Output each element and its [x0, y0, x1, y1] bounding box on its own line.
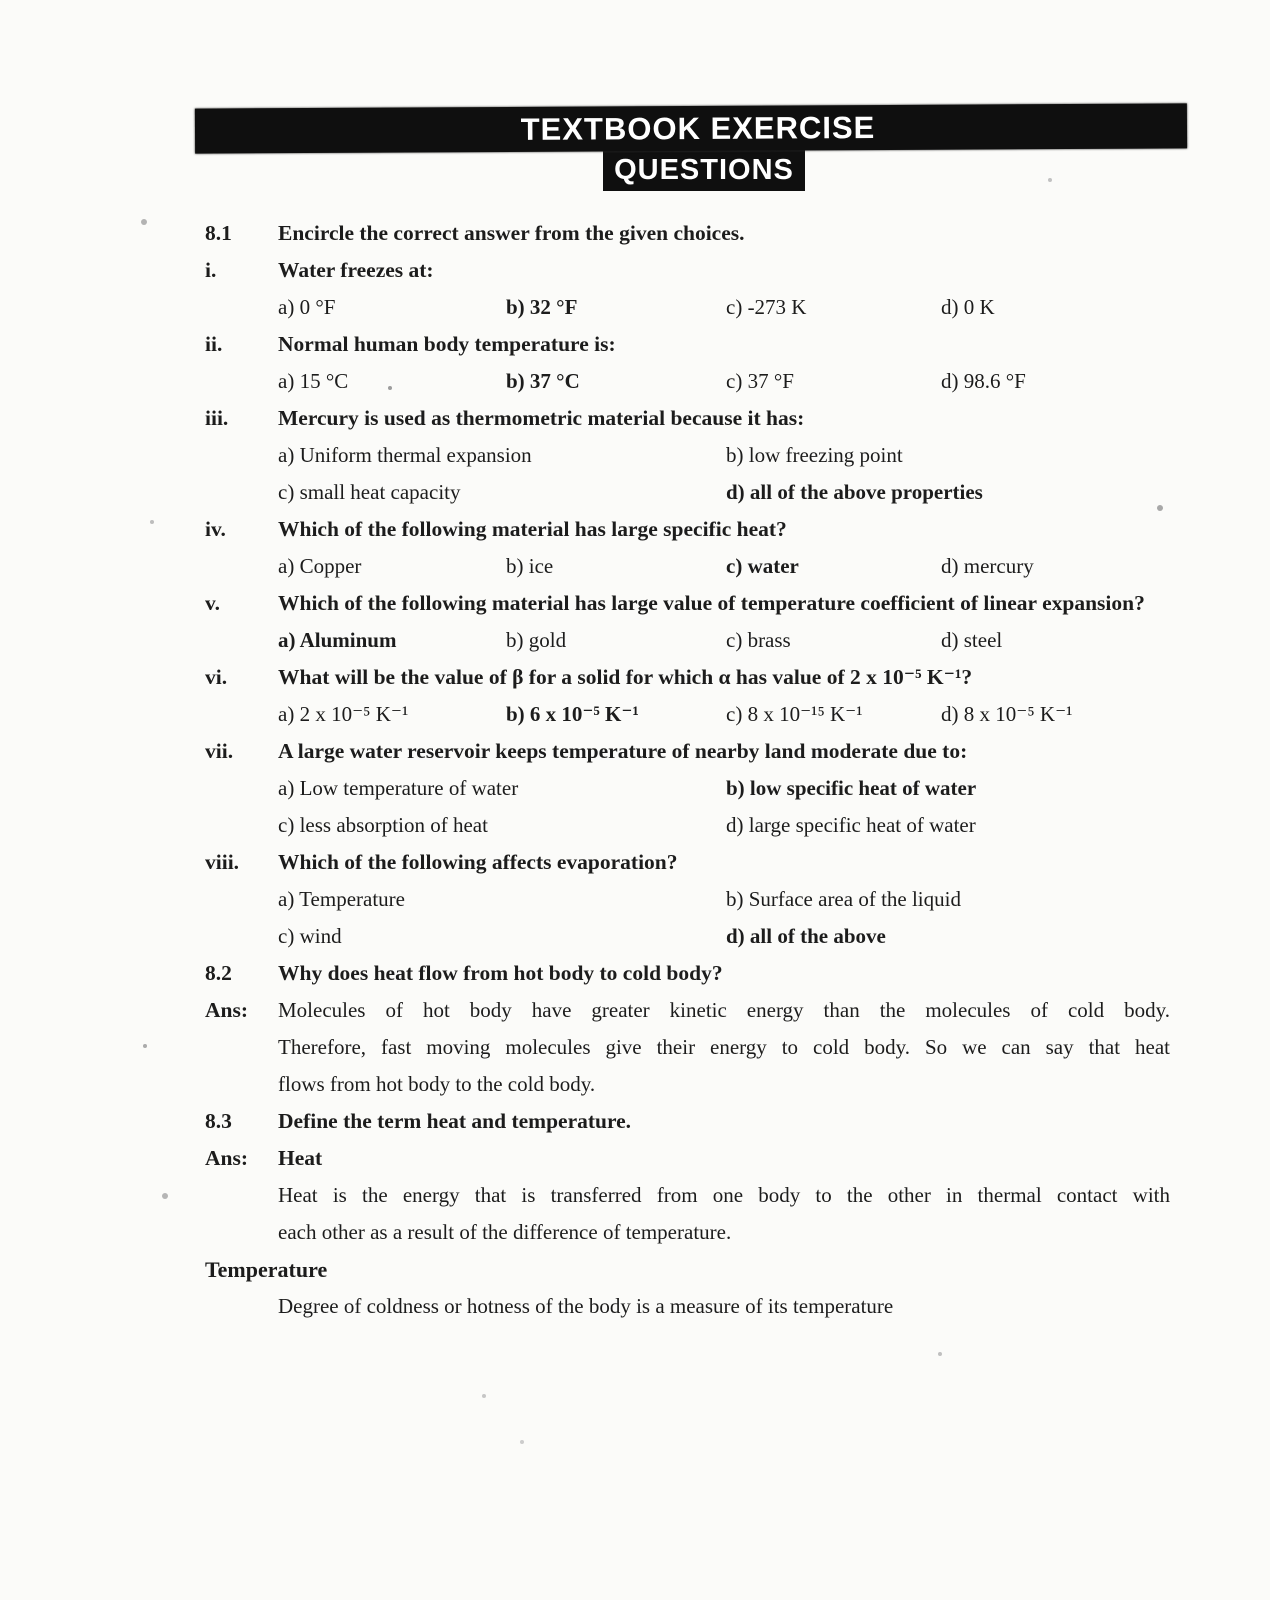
scan-specks	[0, 0, 4, 4]
option: a) Copper	[278, 554, 362, 578]
scanned-page-content	[205, 106, 1170, 1325]
question-text: What will be the value of β for a solid for which α has value of 2 x 10⁻⁵ K⁻¹?	[278, 665, 973, 689]
option: b) 6 x 10⁻⁵ K⁻¹	[506, 702, 639, 726]
option: c) less absorption of heat	[278, 813, 488, 837]
options-grid	[278, 696, 1170, 733]
options-row	[205, 363, 1170, 400]
option: a) Temperature	[278, 887, 405, 911]
answer-text	[278, 1177, 1170, 1251]
qa-question: Why does heat flow from hot body to cold body?	[278, 961, 723, 985]
temperature-subheading: Temperature	[205, 1257, 328, 1282]
options-row	[205, 289, 1170, 326]
question-number: ii.	[205, 332, 223, 356]
banner-title: TEXTBOOK EXERCISE	[520, 109, 876, 147]
option: a) 2 x 10⁻⁵ K⁻¹	[278, 702, 409, 726]
option: b) ice	[506, 554, 554, 578]
qa-question-row	[205, 1103, 1170, 1140]
question-row	[205, 844, 1170, 881]
question-row	[205, 511, 1170, 548]
mcq-heading-row	[205, 215, 1170, 252]
question-row	[205, 326, 1170, 363]
option: b) low specific heat of water	[726, 776, 977, 800]
option: d) 98.6 °F	[941, 369, 1026, 393]
question-number: i.	[205, 258, 217, 282]
question-row	[205, 400, 1170, 437]
option: c) 8 x 10⁻¹⁵ K⁻¹	[726, 702, 863, 726]
option: d) all of the above	[726, 924, 886, 948]
qa-answer-row	[205, 992, 1170, 1103]
question-number: viii.	[205, 850, 240, 874]
qa-answer-body-row	[205, 1177, 1170, 1251]
question-number: vii.	[205, 739, 234, 763]
answer-line: Molecules of hot body have greater kinetic energy than the molecules of cold body.	[278, 998, 1170, 1022]
question-text: Water freezes at:	[278, 258, 434, 282]
answer-text	[278, 992, 1170, 1103]
options-row	[205, 696, 1170, 733]
qa-question: Define the term heat and temperature.	[278, 1109, 632, 1133]
options-row	[205, 437, 1170, 511]
question-row	[205, 733, 1170, 770]
answer-text	[278, 1288, 1170, 1325]
answer-line: each other as a result of the difference of temperature.	[278, 1220, 732, 1244]
qa-answer-row	[205, 1140, 1170, 1177]
option: c) water	[726, 554, 799, 578]
options-grid	[278, 548, 1170, 585]
answer-label: Ans:	[205, 1146, 249, 1170]
options-grid	[278, 363, 1170, 400]
option: b) low freezing point	[726, 443, 903, 467]
section-banner	[195, 103, 1187, 153]
question-text: Mercury is used as thermometric material because it has:	[278, 406, 805, 430]
answer-line: Therefore, fast moving molecules give their energy to cold body. So we can say that heat	[278, 1035, 1170, 1059]
qa-answer-body-row	[205, 1288, 1170, 1325]
answer-line: Heat is the energy that is transferred from one body to the other in thermal contact with	[278, 1183, 1170, 1207]
options-row	[205, 548, 1170, 585]
options-grid	[278, 437, 1170, 511]
option: d) large specific heat of water	[726, 813, 976, 837]
question-number: iii.	[205, 406, 229, 430]
question-row	[205, 659, 1170, 696]
subbanner-title: QUESTIONS	[614, 154, 794, 186]
heat-subheading: Heat	[278, 1146, 323, 1170]
option: c) brass	[726, 628, 791, 652]
question-row	[205, 585, 1170, 622]
question-number: vi.	[205, 665, 228, 689]
option: d) 0 K	[941, 295, 995, 319]
option: b) 32 °F	[506, 295, 578, 319]
qa-number: 8.3	[205, 1109, 232, 1133]
option: b) Surface area of the liquid	[726, 887, 961, 911]
qa-number: 8.2	[205, 961, 232, 985]
option: d) mercury	[941, 554, 1034, 578]
option: c) 37 °F	[726, 369, 794, 393]
question-text: A large water reservoir keeps temperature of nearby land moderate due to:	[278, 739, 968, 763]
option: b) 37 °C	[506, 369, 580, 393]
questions-banner	[603, 150, 805, 191]
options-row	[205, 622, 1170, 659]
question-number: iv.	[205, 517, 226, 541]
mcq-section-heading: Encircle the correct answer from the given choices.	[278, 221, 745, 245]
answer-label: Ans:	[205, 998, 249, 1022]
qa-question-row	[205, 955, 1170, 992]
options-grid	[278, 622, 1170, 659]
options-row	[205, 770, 1170, 844]
question-list	[205, 252, 1170, 955]
option: a) Aluminum	[278, 628, 397, 652]
option: d) 8 x 10⁻⁵ K⁻¹	[941, 702, 1073, 726]
mcq-section	[205, 215, 1170, 955]
option: c) -273 K	[726, 295, 807, 319]
answer-line: flows from hot body to the cold body.	[278, 1072, 596, 1096]
options-grid	[278, 881, 1170, 955]
option: a) Uniform thermal expansion	[278, 443, 532, 467]
options-grid	[278, 770, 1170, 844]
options-row	[205, 881, 1170, 955]
option: c) small heat capacity	[278, 480, 461, 504]
question-text: Normal human body temperature is:	[278, 332, 616, 356]
question-row	[205, 252, 1170, 289]
option: d) all of the above properties	[726, 480, 983, 504]
question-number: v.	[205, 591, 220, 615]
option: a) 0 °F	[278, 295, 336, 319]
option: c) wind	[278, 924, 342, 948]
question-text: Which of the following material has large value of temperature coefficient of linear expansion?	[278, 591, 1145, 615]
options-grid	[278, 289, 1170, 326]
answer-line: Degree of coldness or hotness of the body is a measure of its temperature	[278, 1294, 894, 1318]
option: a) Low temperature of water	[278, 776, 519, 800]
option: a) 15 °C	[278, 369, 349, 393]
question-text: Which of the following affects evaporation?	[278, 850, 678, 874]
question-text: Which of the following material has large specific heat?	[278, 517, 787, 541]
mcq-section-number: 8.1	[205, 221, 232, 245]
option: b) gold	[506, 628, 567, 652]
option: d) steel	[941, 628, 1003, 652]
